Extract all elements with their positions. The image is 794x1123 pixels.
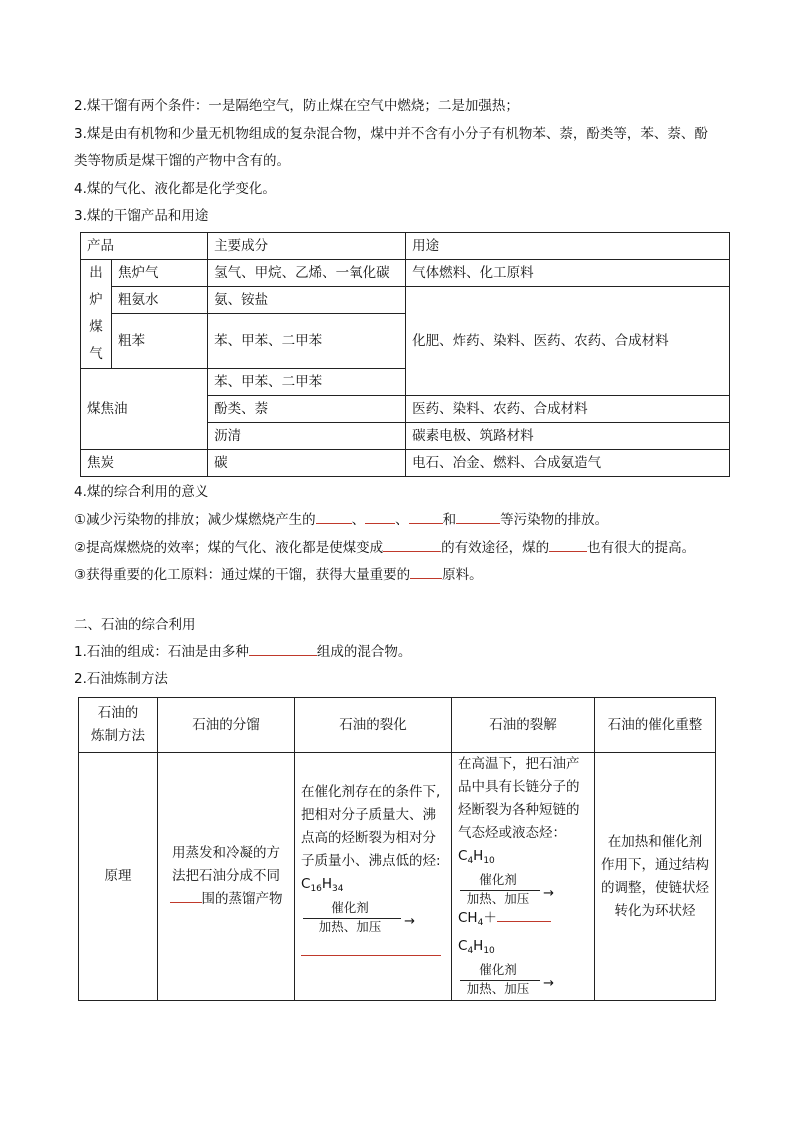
fen-line-1: 用蒸发和冷凝的方 [172,845,280,861]
blank-4[interactable] [456,509,500,524]
sig-p1 [74,509,734,530]
jie-plus: ＋ [483,910,497,926]
intro-line-2: 3.煤是由有机物和少量无机物组成的复杂混合物，煤中并不含有小分子有机物苯、萘，酚类等，苯、萘、酚 [74,126,708,142]
jie-line-1: 在高温下，把石油产 [458,756,580,772]
oil-section-title: 二、石油的综合利用 [74,617,196,633]
coalgas-c2: 炉 [89,292,103,308]
jie-reaction-arrow-2 [458,963,558,997]
zheng-line-1: 在加热和催化剂 [607,833,703,850]
tar-use-2: 医药、染料、农药、合成材料 [406,396,730,423]
anshui-name: 粗氨水 [112,287,208,314]
cuben-main: 苯、甲苯、二甲苯 [208,314,406,369]
fenliu-cell [158,753,295,1001]
coalgas-c1: 出 [89,265,103,281]
sig-p1a: ①减少污染物的排放；减少煤燃烧产生的 [74,512,316,528]
jie-line-4: 气态烃或液态烃： [458,825,566,841]
th2-method-a: 石油的 [97,705,139,721]
fen-line-2: 法把石油分成不同 [172,868,280,884]
th2-method-b: 炼制方法 [91,728,145,744]
jiaolu-main: 氢气、甲烷、乙烯、一氧化碳 [208,260,406,287]
zheng-line-2: 作用下，通过结构 [601,856,709,873]
blank-2[interactable] [365,509,395,524]
sig-p3b: 原料。 [442,567,483,583]
jie-ch4-sub: 4 [477,918,484,928]
cuben-name: 粗苯 [112,314,208,369]
sig-p3a: ③获得重要的化工原料：通过煤的干馏，获得大量重要的 [74,567,411,583]
th-product: 产品 [81,233,208,260]
blank-10[interactable] [301,941,441,956]
lie-cat: 催化剂 [331,900,369,915]
sig-p2c: 也有很大的提高。 [587,540,696,556]
jie-cat-1: 催化剂 [479,872,517,887]
oil-refining-table [78,697,716,1001]
zhengzheng-cell [595,753,716,1001]
blank-8[interactable] [249,641,317,656]
jie-ch4-line [458,907,588,935]
sig-p2 [74,537,734,558]
jie-cat-2: 催化剂 [479,962,517,977]
lie-line-4: 子质量小、沸点低的烃: [301,853,441,869]
intro-line-1: 2.煤干馏有两个条件：一是隔绝空气，防止煤在空气中燃烧；二是加强热； [74,98,519,114]
tar-name: 煤焦油 [81,369,208,450]
tar-main-2: 酚类、萘 [208,396,406,423]
coke-main: 碳 [208,450,406,477]
coke-name: 焦炭 [81,450,208,477]
lie-f-c: C [301,876,311,892]
liejie-cell [452,753,595,1001]
jie-f-c: C [458,848,468,864]
sig-p1d: 和 [442,512,457,528]
jie-ch4: CH [458,910,478,926]
oil-c1a: 1.石油的组成：石油是由多种 [74,644,249,660]
jie-f2-4: 4 [467,946,474,956]
jie-f-h: H [473,848,484,864]
lie-line-3: 点高的烃断裂为相对分 [301,830,436,846]
th2-liehua: 石油的裂化 [295,698,452,753]
lie-formula [301,873,445,901]
intro-line-4: 4.煤的气化、液化都是化学变化。 [74,181,276,197]
coke-use: 电石、冶金、燃料、合成氨造气 [406,450,730,477]
jiaolu-use: 气体燃料、化工原料 [406,260,730,287]
oil-c1b: 组成的混合物。 [316,644,412,660]
lie-arrow-icon: → [404,914,415,929]
lie-line-2: 把相对分子质量大、沸 [301,807,436,823]
lie-line-1: 在催化剂存在的条件下, [301,784,441,800]
coalgas-c3: 煤 [89,319,103,335]
jie-arrow-icon-2: → [543,976,554,991]
intro-line-3: 类等物质是煤干馏的产物中含有的。 [74,153,290,169]
jie-cond-1: 加热、加压 [466,891,530,906]
blank-1[interactable] [316,509,352,524]
anshui-main: 氨、铵盐 [208,287,406,314]
th-main: 主要成分 [208,233,406,260]
liehua-cell [295,753,452,1001]
lie-reaction-arrow [301,901,419,935]
th2-fenliu: 石油的分馏 [158,698,295,753]
sig-p1c: 、 [395,512,409,528]
th2-liejie: 石油的裂解 [452,698,595,753]
intro-line-5: 3.煤的干馏产品和用途 [74,208,209,224]
jie-cond-2: 加热、加压 [466,981,530,996]
oil-c1 [74,641,734,662]
blank-11[interactable] [497,907,551,922]
sig-p1e: 等污染物的排放。 [500,512,609,528]
blank-5[interactable] [383,537,441,552]
th2-method [79,698,158,753]
jie-reaction-arrow-1 [458,873,558,907]
zheng-line-3: 的调整，使链状烃 [601,879,709,896]
sig-p3 [74,564,734,585]
coalgas-cell [81,260,112,369]
sig-title: 4.煤的综合利用的意义 [74,484,209,500]
th2-zhengzheng: 石油的催化重整 [595,698,716,753]
jie-f-10: 10 [483,856,495,866]
blank-9[interactable] [170,888,202,903]
sig-p2b: 的有效途径，煤的 [441,540,550,556]
jie-arrow-icon-1: → [543,886,554,901]
coal-products-table [80,232,730,477]
fen-line-3 [164,888,288,911]
shared-use: 化肥、炸药、染料、医药、农药、合成材料 [406,287,730,396]
jie-f2-10: 10 [483,946,495,956]
blank-7[interactable] [410,564,442,579]
jiaolu-name: 焦炉气 [112,260,208,287]
jie-line-2: 品中具有长链分子的 [458,779,580,795]
jie-line-3: 烃断裂为各种短链的 [458,802,580,818]
lie-f-16: 16 [310,884,322,894]
fen-line-3-text: 围的蒸馏产物 [201,891,283,907]
blank-3[interactable] [409,509,443,524]
lie-f-h: H [321,876,333,892]
blank-6[interactable] [549,537,587,552]
tar-use-3: 碳素电极、筑路材料 [406,423,730,450]
tar-main-3: 沥清 [208,423,406,450]
th-use: 用途 [406,233,730,260]
sig-p2a: ②提高煤燃烧的效率；煤的气化、液化都是使煤变成 [74,540,384,556]
lie-cond: 加热、加压 [318,919,382,934]
row-label-principle: 原理 [79,753,158,1001]
jie-f-4: 4 [467,856,474,866]
lie-f-34: 34 [332,884,344,894]
zheng-line-4: 转化为环状烃 [614,902,696,919]
jie-formula-2 [458,935,588,963]
sig-p1b: 、 [351,512,366,528]
jie-formula-1 [458,845,588,873]
oil-c2: 2.石油炼制方法 [74,671,168,687]
coalgas-c4: 气 [89,346,103,362]
tar-main-1: 苯、甲苯、二甲苯 [208,369,406,396]
jie-f2-c: C [458,938,468,954]
jie-f2-h: H [473,938,484,954]
